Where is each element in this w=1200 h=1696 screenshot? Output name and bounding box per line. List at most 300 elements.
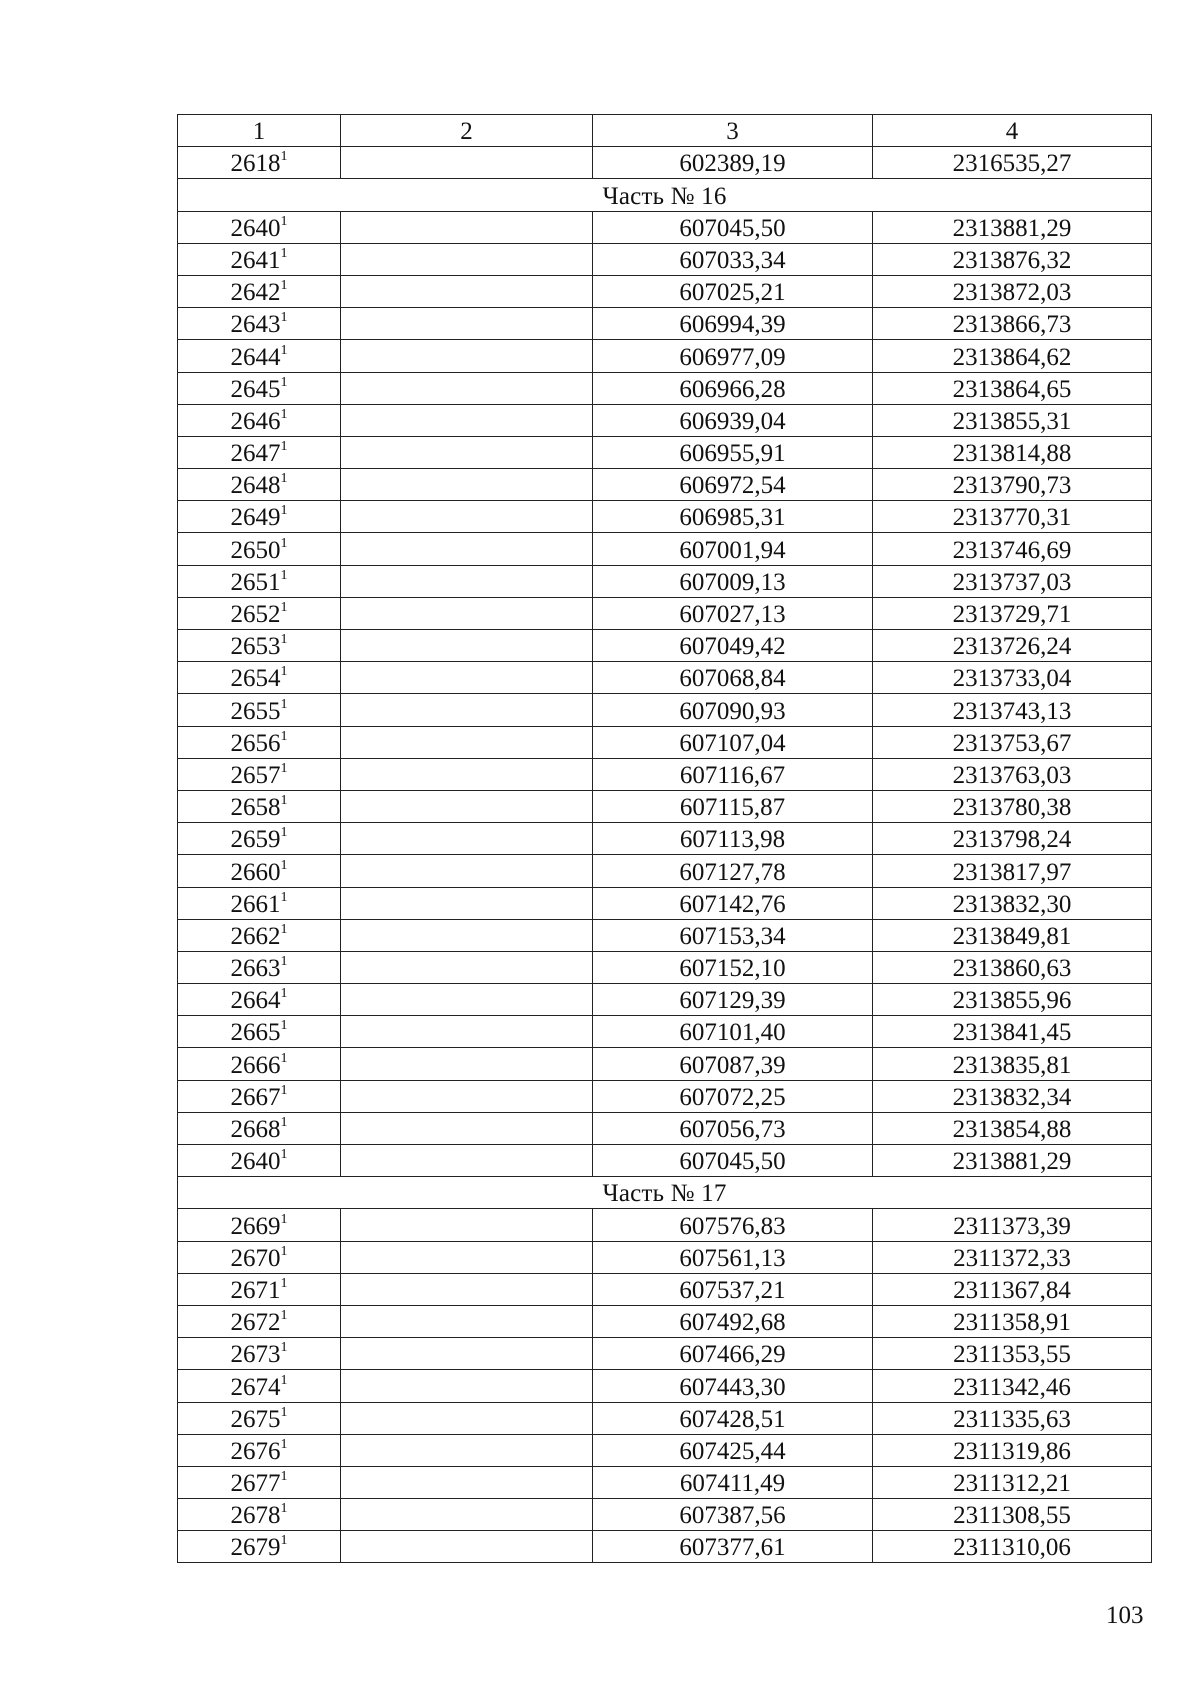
point-number: 2671	[230, 1276, 281, 1304]
point-number: 2666	[230, 1051, 281, 1079]
point-number: 2669	[230, 1212, 281, 1240]
point-number: 2660	[230, 858, 281, 886]
y-coordinate-cell: 2311372,33	[873, 1241, 1152, 1273]
empty-cell	[341, 823, 593, 855]
point-number-cell	[178, 469, 341, 501]
point-number: 2663	[230, 955, 281, 983]
point-number-cell	[178, 855, 341, 887]
point-number: 2642	[230, 279, 281, 307]
point-number-superscript: 1	[280, 793, 288, 809]
table-row	[178, 469, 1152, 501]
y-coordinate-cell: 2313849,81	[873, 919, 1152, 951]
header-col-4: 4	[873, 115, 1152, 147]
y-coordinate-cell: 2313737,03	[873, 565, 1152, 597]
empty-cell	[341, 1080, 593, 1112]
x-coordinate-cell: 607443,30	[593, 1370, 873, 1402]
point-number-superscript: 1	[280, 921, 288, 937]
x-coordinate-cell: 607033,34	[593, 243, 873, 275]
point-number-cell	[178, 1434, 341, 1466]
point-number-superscript: 1	[280, 535, 288, 551]
empty-cell	[341, 694, 593, 726]
point-number: 2650	[230, 536, 281, 564]
point-number-cell	[178, 1370, 341, 1402]
point-number: 2662	[230, 922, 281, 950]
table-row	[178, 147, 1152, 179]
point-number: 2674	[230, 1373, 281, 1401]
x-coordinate-cell: 606966,28	[593, 372, 873, 404]
table-row	[178, 404, 1152, 436]
point-number-superscript: 1	[280, 1501, 288, 1517]
point-number-superscript: 1	[280, 825, 288, 841]
x-coordinate-cell: 606939,04	[593, 404, 873, 436]
point-number-superscript: 1	[280, 600, 288, 615]
point-number: 2640	[230, 214, 281, 242]
point-number-cell	[178, 1080, 341, 1112]
table-row	[178, 758, 1152, 790]
empty-cell	[341, 1370, 593, 1402]
table-row	[178, 1402, 1152, 1434]
table-row	[178, 1016, 1152, 1048]
table-row	[178, 1338, 1152, 1370]
x-coordinate-cell: 607387,56	[593, 1499, 873, 1531]
table-row	[178, 1434, 1152, 1466]
empty-cell	[341, 1338, 593, 1370]
x-coordinate-cell: 607025,21	[593, 275, 873, 307]
empty-cell	[341, 147, 593, 179]
table-row	[178, 308, 1152, 340]
empty-cell	[341, 597, 593, 629]
point-number: 2646	[230, 407, 281, 435]
point-number-superscript: 1	[280, 632, 288, 648]
point-number-cell	[178, 790, 341, 822]
empty-cell	[341, 887, 593, 919]
point-number: 2652	[230, 601, 281, 628]
point-number-cell	[178, 404, 341, 436]
empty-cell	[341, 1402, 593, 1434]
table-row	[178, 501, 1152, 533]
empty-cell	[341, 855, 593, 887]
table-row	[178, 1370, 1152, 1402]
coordinates-table	[177, 114, 1152, 1563]
empty-cell	[341, 565, 593, 597]
empty-cell	[341, 469, 593, 501]
empty-cell	[341, 1241, 593, 1273]
point-number: 2667	[230, 1083, 281, 1111]
empty-cell	[341, 1466, 593, 1498]
x-coordinate-cell: 607056,73	[593, 1112, 873, 1144]
point-number-superscript: 1	[280, 1050, 288, 1066]
y-coordinate-cell: 2313729,71	[873, 597, 1152, 629]
table-row	[178, 1305, 1152, 1337]
x-coordinate-cell: 607045,50	[593, 1145, 873, 1177]
empty-cell	[341, 790, 593, 822]
point-number-cell	[178, 275, 341, 307]
point-number: 2664	[230, 987, 281, 1015]
table-row	[178, 597, 1152, 629]
point-number: 2649	[230, 504, 281, 532]
x-coordinate-cell: 602389,19	[593, 147, 873, 179]
point-number-cell	[178, 984, 341, 1016]
table-row	[178, 533, 1152, 565]
empty-cell	[341, 501, 593, 533]
x-coordinate-cell: 606985,31	[593, 501, 873, 533]
point-number-superscript: 1	[280, 149, 288, 165]
y-coordinate-cell: 2313876,32	[873, 243, 1152, 275]
x-coordinate-cell: 607049,42	[593, 630, 873, 662]
x-coordinate-cell: 607127,78	[593, 855, 873, 887]
empty-cell	[341, 1016, 593, 1048]
empty-cell	[341, 275, 593, 307]
point-number-superscript: 1	[280, 1275, 288, 1291]
table-row	[178, 823, 1152, 855]
x-coordinate-cell: 607153,34	[593, 919, 873, 951]
point-number-superscript: 1	[280, 1404, 288, 1420]
point-number-cell	[178, 243, 341, 275]
x-coordinate-cell: 607113,98	[593, 823, 873, 855]
x-coordinate-cell: 607377,61	[593, 1531, 873, 1563]
point-number-superscript: 1	[280, 310, 288, 326]
table-row	[178, 984, 1152, 1016]
empty-cell	[341, 211, 593, 243]
point-number-cell	[178, 340, 341, 372]
empty-cell	[341, 1499, 593, 1531]
point-number-superscript: 1	[280, 1469, 288, 1485]
x-coordinate-cell: 607561,13	[593, 1241, 873, 1273]
point-number-cell	[178, 630, 341, 662]
point-number-superscript: 1	[280, 1082, 288, 1098]
y-coordinate-cell: 2313770,31	[873, 501, 1152, 533]
y-coordinate-cell: 2313743,13	[873, 694, 1152, 726]
point-number: 2657	[230, 761, 281, 789]
point-number-superscript: 1	[280, 374, 288, 390]
x-coordinate-cell: 607576,83	[593, 1209, 873, 1241]
y-coordinate-cell: 2311308,55	[873, 1499, 1152, 1531]
point-number-superscript: 1	[280, 664, 288, 680]
empty-cell	[341, 340, 593, 372]
y-coordinate-cell: 2313854,88	[873, 1112, 1152, 1144]
section-row	[178, 1177, 1152, 1209]
header-col-1: 1	[178, 115, 341, 147]
point-number: 2640	[230, 1148, 281, 1176]
point-number-cell	[178, 565, 341, 597]
point-number-superscript: 1	[280, 1533, 288, 1549]
table-row	[178, 951, 1152, 983]
point-number: 2618	[230, 150, 281, 178]
y-coordinate-cell: 2313753,67	[873, 726, 1152, 758]
point-number-cell	[178, 1531, 341, 1563]
empty-cell	[341, 951, 593, 983]
table-row	[178, 855, 1152, 887]
x-coordinate-cell: 607090,93	[593, 694, 873, 726]
point-number: 2675	[230, 1405, 281, 1433]
x-coordinate-cell: 607152,10	[593, 951, 873, 983]
table-row	[178, 275, 1152, 307]
point-number-cell	[178, 1466, 341, 1498]
table-row	[178, 1241, 1152, 1273]
empty-cell	[341, 1531, 593, 1563]
point-number-cell	[178, 1499, 341, 1531]
section-title: Часть № 17	[178, 1177, 1152, 1209]
point-number-cell	[178, 726, 341, 758]
point-number-superscript: 1	[280, 406, 288, 422]
point-number: 2647	[230, 440, 281, 468]
x-coordinate-cell: 607072,25	[593, 1080, 873, 1112]
y-coordinate-cell: 2313763,03	[873, 758, 1152, 790]
empty-cell	[341, 1305, 593, 1337]
point-number-superscript: 1	[280, 760, 288, 776]
point-number-cell	[178, 694, 341, 726]
point-number-superscript: 1	[280, 1372, 288, 1388]
x-coordinate-cell: 606955,91	[593, 436, 873, 468]
y-coordinate-cell: 2313814,88	[873, 436, 1152, 468]
y-coordinate-cell: 2311358,91	[873, 1305, 1152, 1337]
point-number-superscript: 1	[280, 986, 288, 1002]
x-coordinate-cell: 607045,50	[593, 211, 873, 243]
y-coordinate-cell: 2311342,46	[873, 1370, 1152, 1402]
y-coordinate-cell: 2313864,62	[873, 340, 1152, 372]
table-row	[178, 340, 1152, 372]
empty-cell	[341, 533, 593, 565]
table-body	[178, 147, 1152, 1563]
point-number-cell	[178, 308, 341, 340]
table-row	[178, 726, 1152, 758]
empty-cell	[341, 1145, 593, 1177]
y-coordinate-cell: 2313726,24	[873, 630, 1152, 662]
table-row	[178, 1273, 1152, 1305]
empty-cell	[341, 984, 593, 1016]
point-number-superscript: 1	[280, 1308, 288, 1324]
x-coordinate-cell: 607101,40	[593, 1016, 873, 1048]
table-row	[178, 1080, 1152, 1112]
table-row	[178, 243, 1152, 275]
table-row	[178, 694, 1152, 726]
y-coordinate-cell: 2311335,63	[873, 1402, 1152, 1434]
x-coordinate-cell: 607107,04	[593, 726, 873, 758]
point-number-superscript: 1	[280, 1436, 288, 1452]
section-title: Часть № 16	[178, 179, 1152, 211]
point-number: 2645	[230, 375, 281, 403]
point-number: 2653	[230, 633, 281, 661]
empty-cell	[341, 726, 593, 758]
point-number-cell	[178, 436, 341, 468]
empty-cell	[341, 662, 593, 694]
y-coordinate-cell: 2313855,96	[873, 984, 1152, 1016]
point-number: 2643	[230, 311, 281, 339]
table-row	[178, 1145, 1152, 1177]
point-number-superscript: 1	[280, 728, 288, 744]
point-number-superscript: 1	[280, 245, 288, 261]
point-number-superscript: 1	[280, 696, 288, 712]
empty-cell	[341, 1112, 593, 1144]
point-number-superscript: 1	[280, 1211, 288, 1227]
y-coordinate-cell: 2311319,86	[873, 1434, 1152, 1466]
x-coordinate-cell: 607027,13	[593, 597, 873, 629]
point-number-cell	[178, 951, 341, 983]
y-coordinate-cell: 2311367,84	[873, 1273, 1152, 1305]
y-coordinate-cell: 2313864,65	[873, 372, 1152, 404]
y-coordinate-cell: 2313780,38	[873, 790, 1152, 822]
y-coordinate-cell: 2316535,27	[873, 147, 1152, 179]
point-number-cell	[178, 1241, 341, 1273]
x-coordinate-cell: 607116,67	[593, 758, 873, 790]
empty-cell	[341, 919, 593, 951]
y-coordinate-cell: 2313790,73	[873, 469, 1152, 501]
point-number: 2651	[230, 568, 281, 596]
y-coordinate-cell: 2313881,29	[873, 211, 1152, 243]
point-number-cell	[178, 1048, 341, 1080]
point-number-cell	[178, 1112, 341, 1144]
table-header-row	[178, 115, 1152, 147]
point-number-cell	[178, 533, 341, 565]
y-coordinate-cell: 2313835,81	[873, 1048, 1152, 1080]
y-coordinate-cell: 2313832,34	[873, 1080, 1152, 1112]
empty-cell	[341, 758, 593, 790]
point-number-cell	[178, 1016, 341, 1048]
table-row	[178, 1048, 1152, 1080]
point-number: 2673	[230, 1341, 281, 1369]
table-row	[178, 565, 1152, 597]
point-number: 2661	[230, 890, 281, 918]
x-coordinate-cell: 607087,39	[593, 1048, 873, 1080]
table-row	[178, 662, 1152, 694]
x-coordinate-cell: 606972,54	[593, 469, 873, 501]
page-number: 103	[1106, 1602, 1144, 1629]
table-row	[178, 211, 1152, 243]
x-coordinate-cell: 606994,39	[593, 308, 873, 340]
point-number-cell	[178, 1338, 341, 1370]
point-number-superscript: 1	[280, 1018, 288, 1034]
table-row	[178, 372, 1152, 404]
point-number: 2678	[230, 1502, 281, 1530]
table-row	[178, 630, 1152, 662]
y-coordinate-cell: 2311310,06	[873, 1531, 1152, 1563]
point-number-superscript: 1	[280, 342, 288, 358]
empty-cell	[341, 436, 593, 468]
empty-cell	[341, 243, 593, 275]
x-coordinate-cell: 607428,51	[593, 1402, 873, 1434]
empty-cell	[341, 372, 593, 404]
point-number-superscript: 1	[280, 213, 288, 229]
point-number-cell	[178, 211, 341, 243]
point-number: 2654	[230, 665, 281, 693]
y-coordinate-cell: 2313855,31	[873, 404, 1152, 436]
x-coordinate-cell: 607009,13	[593, 565, 873, 597]
point-number-cell	[178, 823, 341, 855]
header-col-2: 2	[341, 115, 593, 147]
y-coordinate-cell: 2311353,55	[873, 1338, 1152, 1370]
empty-cell	[341, 630, 593, 662]
y-coordinate-cell: 2313872,03	[873, 275, 1152, 307]
point-number: 2679	[230, 1534, 281, 1562]
x-coordinate-cell: 607492,68	[593, 1305, 873, 1337]
table-row	[178, 1466, 1152, 1498]
point-number: 2676	[230, 1437, 281, 1465]
y-coordinate-cell: 2311373,39	[873, 1209, 1152, 1241]
y-coordinate-cell: 2313832,30	[873, 887, 1152, 919]
point-number-cell	[178, 501, 341, 533]
x-coordinate-cell: 607466,29	[593, 1338, 873, 1370]
table-row	[178, 887, 1152, 919]
y-coordinate-cell: 2313881,29	[873, 1145, 1152, 1177]
point-number: 2656	[230, 729, 281, 757]
empty-cell	[341, 404, 593, 436]
point-number: 2668	[230, 1116, 281, 1143]
point-number: 2644	[230, 343, 281, 371]
point-number-superscript: 1	[280, 471, 288, 487]
x-coordinate-cell: 607411,49	[593, 1466, 873, 1498]
table-row	[178, 790, 1152, 822]
point-number-cell	[178, 662, 341, 694]
table-row	[178, 436, 1152, 468]
point-number-superscript: 1	[280, 1340, 288, 1356]
point-number-superscript: 1	[280, 1243, 288, 1259]
point-number-superscript: 1	[280, 954, 288, 970]
table-row	[178, 1209, 1152, 1241]
table-row	[178, 1499, 1152, 1531]
header-col-3: 3	[593, 115, 873, 147]
x-coordinate-cell: 606977,09	[593, 340, 873, 372]
x-coordinate-cell: 607068,84	[593, 662, 873, 694]
point-number-cell	[178, 887, 341, 919]
y-coordinate-cell: 2311312,21	[873, 1466, 1152, 1498]
point-number-cell	[178, 758, 341, 790]
y-coordinate-cell: 2313798,24	[873, 823, 1152, 855]
point-number-cell	[178, 597, 341, 629]
point-number: 2648	[230, 472, 281, 500]
point-number-cell	[178, 919, 341, 951]
point-number-cell	[178, 147, 341, 179]
point-number: 2658	[230, 794, 281, 822]
x-coordinate-cell: 607425,44	[593, 1434, 873, 1466]
empty-cell	[341, 1434, 593, 1466]
point-number: 2659	[230, 826, 281, 854]
point-number: 2655	[230, 697, 281, 725]
empty-cell	[341, 1273, 593, 1305]
point-number-cell	[178, 1145, 341, 1177]
point-number-cell	[178, 372, 341, 404]
point-number-cell	[178, 1402, 341, 1434]
y-coordinate-cell: 2313733,04	[873, 662, 1152, 694]
x-coordinate-cell: 607129,39	[593, 984, 873, 1016]
point-number-superscript: 1	[280, 439, 288, 455]
point-number-cell	[178, 1209, 341, 1241]
point-number-superscript: 1	[280, 278, 288, 294]
point-number-superscript: 1	[280, 889, 288, 905]
table-row	[178, 919, 1152, 951]
y-coordinate-cell: 2313841,45	[873, 1016, 1152, 1048]
point-number: 2677	[230, 1470, 281, 1498]
empty-cell	[341, 308, 593, 340]
empty-cell	[341, 1048, 593, 1080]
y-coordinate-cell: 2313866,73	[873, 308, 1152, 340]
point-number-superscript: 1	[280, 503, 288, 519]
y-coordinate-cell: 2313746,69	[873, 533, 1152, 565]
y-coordinate-cell: 2313817,97	[873, 855, 1152, 887]
point-number-superscript: 1	[280, 857, 288, 873]
point-number: 2641	[230, 246, 281, 274]
point-number-superscript: 1	[280, 1115, 288, 1130]
point-number: 2670	[230, 1244, 281, 1272]
x-coordinate-cell: 607115,87	[593, 790, 873, 822]
y-coordinate-cell: 2313860,63	[873, 951, 1152, 983]
empty-cell	[341, 1209, 593, 1241]
point-number-superscript: 1	[280, 1147, 288, 1163]
table-row	[178, 1112, 1152, 1144]
point-number: 2672	[230, 1309, 281, 1337]
x-coordinate-cell: 607142,76	[593, 887, 873, 919]
point-number-cell	[178, 1305, 341, 1337]
x-coordinate-cell: 607537,21	[593, 1273, 873, 1305]
